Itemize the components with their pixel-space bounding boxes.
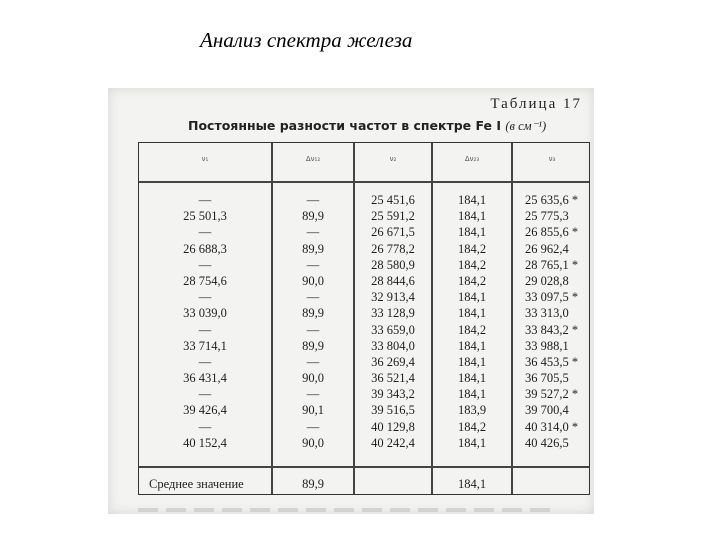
table-row — [139, 322, 589, 338]
table-row — [139, 354, 589, 370]
header-nu1: ν₁ — [201, 155, 209, 163]
cell-nu2: 26 671,5 — [371, 225, 415, 240]
cell-nu3: 39 700,4 — [525, 403, 569, 418]
cell-dnu23: 184,2 — [457, 419, 487, 434]
header-nu3: ν₃ — [548, 155, 556, 163]
cell-dnu12: — — [306, 290, 320, 305]
cell-dnu12: 89,9 — [302, 306, 324, 321]
cell-nu2: 25 451,6 — [371, 193, 415, 207]
cell-dnu23: 184,1 — [457, 306, 487, 321]
cell-nu2: 40 129,8 — [371, 419, 415, 434]
table-row — [139, 257, 589, 273]
cell-nu1: 36 431,4 — [183, 371, 227, 386]
cell-nu2: 36 269,4 — [371, 354, 415, 369]
cell-nu2: 28 844,6 — [371, 273, 415, 288]
cell-nu1: — — [198, 290, 212, 305]
cell-dnu12: — — [306, 225, 320, 240]
cell-nu1: — — [198, 257, 212, 272]
cell-nu3: 40 314,0 * — [525, 419, 579, 434]
header-dnu12: Δν₁₂ — [305, 155, 321, 163]
cell-dnu23: 184,1 — [457, 209, 487, 224]
cell-nu2: 28 580,9 — [371, 257, 415, 272]
cell-nu2: 33 128,9 — [371, 306, 415, 321]
summary-dnu12: 89,9 — [302, 477, 324, 491]
cell-nu2: 39 516,5 — [371, 403, 415, 418]
cell-dnu23: 184,1 — [457, 354, 487, 369]
cell-nu2: 36 521,4 — [371, 371, 415, 386]
table-row — [139, 435, 589, 451]
cell-nu3: 25 635,6 * — [525, 193, 579, 207]
cell-nu3: 33 843,2 * — [525, 322, 579, 337]
cell-nu2: 26 778,2 — [371, 241, 415, 256]
cell-dnu23: 184,1 — [457, 338, 487, 353]
cell-dnu12: — — [306, 322, 320, 337]
cell-nu1: 33 714,1 — [183, 338, 227, 353]
table-caption-unit: (в см⁻¹) — [505, 119, 547, 133]
cell-dnu23: 183,9 — [457, 403, 487, 418]
cell-dnu12: 90,0 — [302, 435, 324, 450]
cell-dnu12: 89,9 — [302, 241, 324, 256]
cell-nu3: 40 426,5 — [525, 435, 569, 450]
cell-nu3: 25 775,3 — [525, 209, 569, 224]
cell-dnu12: 90,1 — [302, 403, 324, 418]
cell-nu1: 40 152,4 — [183, 435, 227, 450]
cell-nu3: 26 855,6 * — [525, 225, 579, 240]
cell-nu2: 39 343,2 — [371, 387, 415, 402]
cell-nu2: 33 659,0 — [371, 322, 415, 337]
table-row — [139, 192, 589, 208]
table-row — [139, 386, 589, 402]
cell-nu1: 39 426,4 — [183, 403, 227, 418]
cell-nu2: 40 242,4 — [371, 435, 415, 450]
table-row — [139, 419, 589, 435]
cell-nu2: 33 804,0 — [371, 338, 415, 353]
cell-nu1: — — [198, 322, 212, 337]
cell-nu3: 39 527,2 * — [525, 387, 579, 402]
table-caption — [188, 118, 546, 134]
cell-dnu12: 90,0 — [302, 371, 324, 386]
cell-dnu23: 184,1 — [457, 225, 487, 240]
table-row — [139, 370, 589, 386]
cell-dnu12: 89,9 — [302, 338, 324, 353]
faded-text-line — [138, 508, 558, 512]
cell-nu3: 36 705,5 — [525, 371, 569, 386]
cell-nu1: — — [198, 225, 212, 240]
cell-dnu23: 184,1 — [457, 387, 487, 402]
slide-title: Анализ спектра железа — [200, 28, 413, 52]
cell-dnu12: — — [306, 193, 320, 207]
cell-nu3: 29 028,8 — [525, 273, 569, 288]
cell-dnu12: — — [306, 354, 320, 369]
cell-nu3: 33 313,0 — [525, 306, 569, 321]
table-row — [139, 289, 589, 305]
cell-nu1: 33 039,0 — [183, 306, 227, 321]
table-row — [139, 402, 589, 418]
cell-dnu23: 184,2 — [457, 322, 487, 337]
cell-nu1: — — [198, 387, 212, 402]
cell-nu3: 33 988,1 — [525, 338, 569, 353]
cell-nu1: 28 754,6 — [183, 273, 227, 288]
cell-nu1: — — [198, 193, 212, 207]
cell-nu1: 26 688,3 — [183, 241, 227, 256]
cell-nu1: — — [198, 419, 212, 434]
table-row — [139, 241, 589, 257]
cell-dnu23: 184,1 — [457, 371, 487, 386]
cell-nu2: 25 591,2 — [371, 209, 415, 224]
table-row — [139, 338, 589, 354]
table-number: Таблица 17 — [490, 96, 582, 112]
frequency-table — [138, 142, 590, 495]
header-dnu23: Δν₂₃ — [464, 155, 480, 163]
cell-dnu12: 90,0 — [302, 273, 324, 288]
cell-dnu23: 184,2 — [457, 241, 487, 256]
cell-dnu12: — — [306, 257, 320, 272]
cell-nu3: 28 765,1 * — [525, 257, 579, 272]
header-nu2: ν₂ — [389, 155, 397, 163]
table-row — [139, 305, 589, 321]
cell-dnu23: 184,1 — [457, 290, 487, 305]
cell-dnu23: 184,1 — [457, 193, 487, 207]
scanned-table-image — [108, 88, 594, 514]
cell-nu3: 26 962,4 — [525, 241, 569, 256]
table-caption-text: Постоянные разности частот в спектре Fe I — [188, 118, 502, 133]
cell-nu3: 33 097,5 * — [525, 290, 579, 305]
table-row — [139, 273, 589, 289]
table-row — [139, 224, 589, 240]
cell-nu2: 32 913,4 — [371, 290, 415, 305]
summary-dnu23: 184,1 — [457, 477, 487, 491]
cell-dnu12: 89,9 — [302, 209, 324, 224]
summary-label: Среднее значение — [149, 477, 244, 491]
table-row — [139, 208, 589, 224]
cell-nu1: 25 501,3 — [183, 209, 227, 224]
cell-dnu23: 184,2 — [457, 257, 487, 272]
cell-dnu12: — — [306, 387, 320, 402]
cell-dnu23: 184,2 — [457, 273, 487, 288]
cell-dnu23: 184,1 — [457, 435, 487, 450]
table-body — [139, 192, 589, 451]
cell-nu1: — — [198, 354, 212, 369]
cell-nu3: 36 453,5 * — [525, 354, 579, 369]
cell-dnu12: — — [306, 419, 320, 434]
